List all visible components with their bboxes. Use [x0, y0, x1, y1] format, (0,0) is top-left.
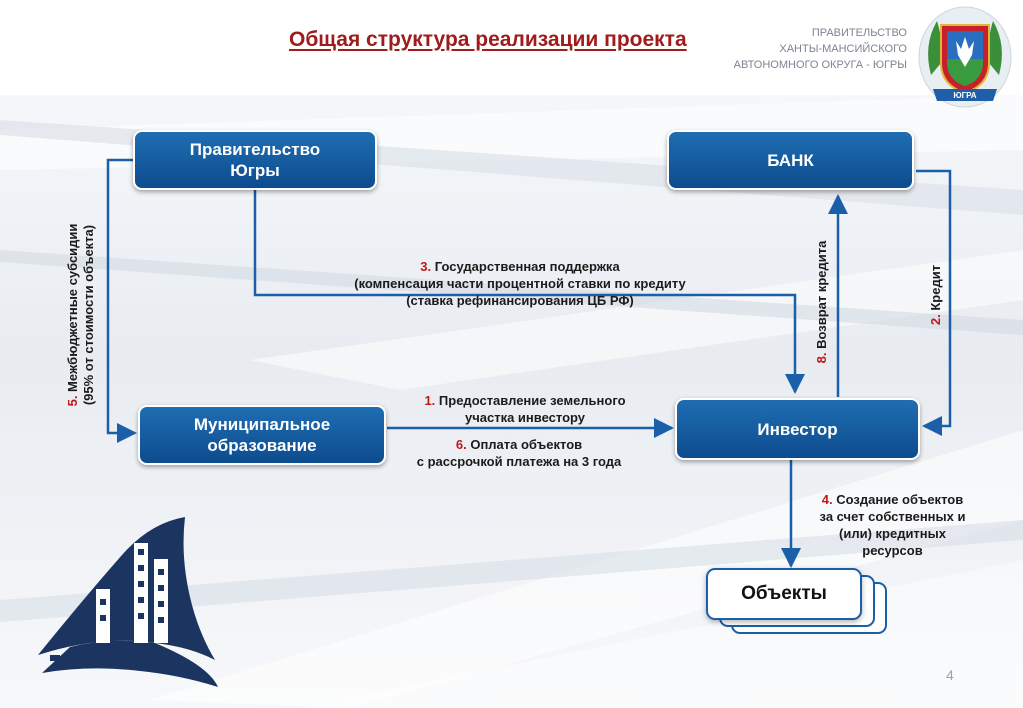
flow-4-number: 4.: [821, 492, 833, 507]
government-box: [133, 130, 377, 190]
flow-4-text: (или) кредитных: [839, 526, 946, 541]
emblem-text: ЮГРА: [953, 91, 977, 100]
flow-4-text: Создание объектов: [836, 492, 964, 507]
flow-4-label: [800, 491, 985, 559]
flow-5-text: (95% от стоимости объекта): [81, 224, 96, 406]
flow-1-number: 1.: [424, 393, 436, 408]
flow-8-number: 8.: [814, 352, 829, 364]
municipality-box: [138, 405, 386, 465]
flow-4-text: за счет собственных и: [819, 509, 966, 524]
bank-box: [667, 130, 914, 190]
flow-8-label: [814, 241, 830, 364]
org-line: АВТОНОМНОГО ОКРУГА - ЮГРЫ: [733, 59, 907, 71]
flow-3-text: (компенсация части процентной ставки по кредиту: [354, 276, 686, 291]
investor-box: [675, 398, 920, 460]
page-number: 4: [946, 667, 954, 683]
org-line: ПРАВИТЕЛЬСТВО: [811, 27, 907, 39]
page-title: Общая структура реализации проекта: [289, 28, 687, 51]
municipality-label: образование: [207, 436, 317, 455]
objects-box: [706, 568, 862, 620]
bank-label: БАНК: [767, 150, 814, 170]
flow-6-number: 6.: [455, 437, 467, 452]
buildings-logo-icon: [30, 515, 225, 690]
flow-5-number: 5.: [65, 395, 80, 407]
flow-2-text: Кредит: [928, 264, 943, 311]
flow-4-text: ресурсов: [862, 543, 923, 558]
flow-5-text: Межбюджетные субсидии: [65, 223, 80, 392]
coat-of-arms-icon: [917, 5, 1013, 109]
investor-label: Инвестор: [757, 419, 838, 439]
flow-6-label: [385, 436, 653, 470]
flow-6-text: Оплата объектов: [470, 437, 583, 452]
flow-1-text: участка инвестору: [464, 410, 586, 425]
flow-3-label: [310, 258, 730, 309]
flow-1-label: [395, 392, 655, 426]
flow-1-text: Предоставление земельного: [438, 393, 626, 408]
org-line: ХАНТЫ-МАНСИЙСКОГО: [779, 43, 907, 55]
flow-6-text: с рассрочкой платежа на 3 года: [416, 454, 622, 469]
objects-label: Объекты: [741, 583, 827, 604]
municipality-label: Муниципальное: [193, 415, 331, 434]
flow-2-label: [928, 265, 944, 325]
flow-5-label: [65, 224, 97, 407]
flow-8-text: Возврат кредита: [814, 240, 829, 349]
government-label: Югры: [230, 161, 280, 180]
government-label: Правительство: [189, 140, 321, 159]
flow-2-number: 2.: [928, 314, 943, 326]
flow-3-number: 3.: [420, 259, 432, 274]
flow-3-text: Государственная поддержка: [434, 259, 620, 274]
flow-3-text: (ставка рефинансирования ЦБ РФ): [406, 293, 634, 308]
organization-name: [667, 25, 907, 73]
